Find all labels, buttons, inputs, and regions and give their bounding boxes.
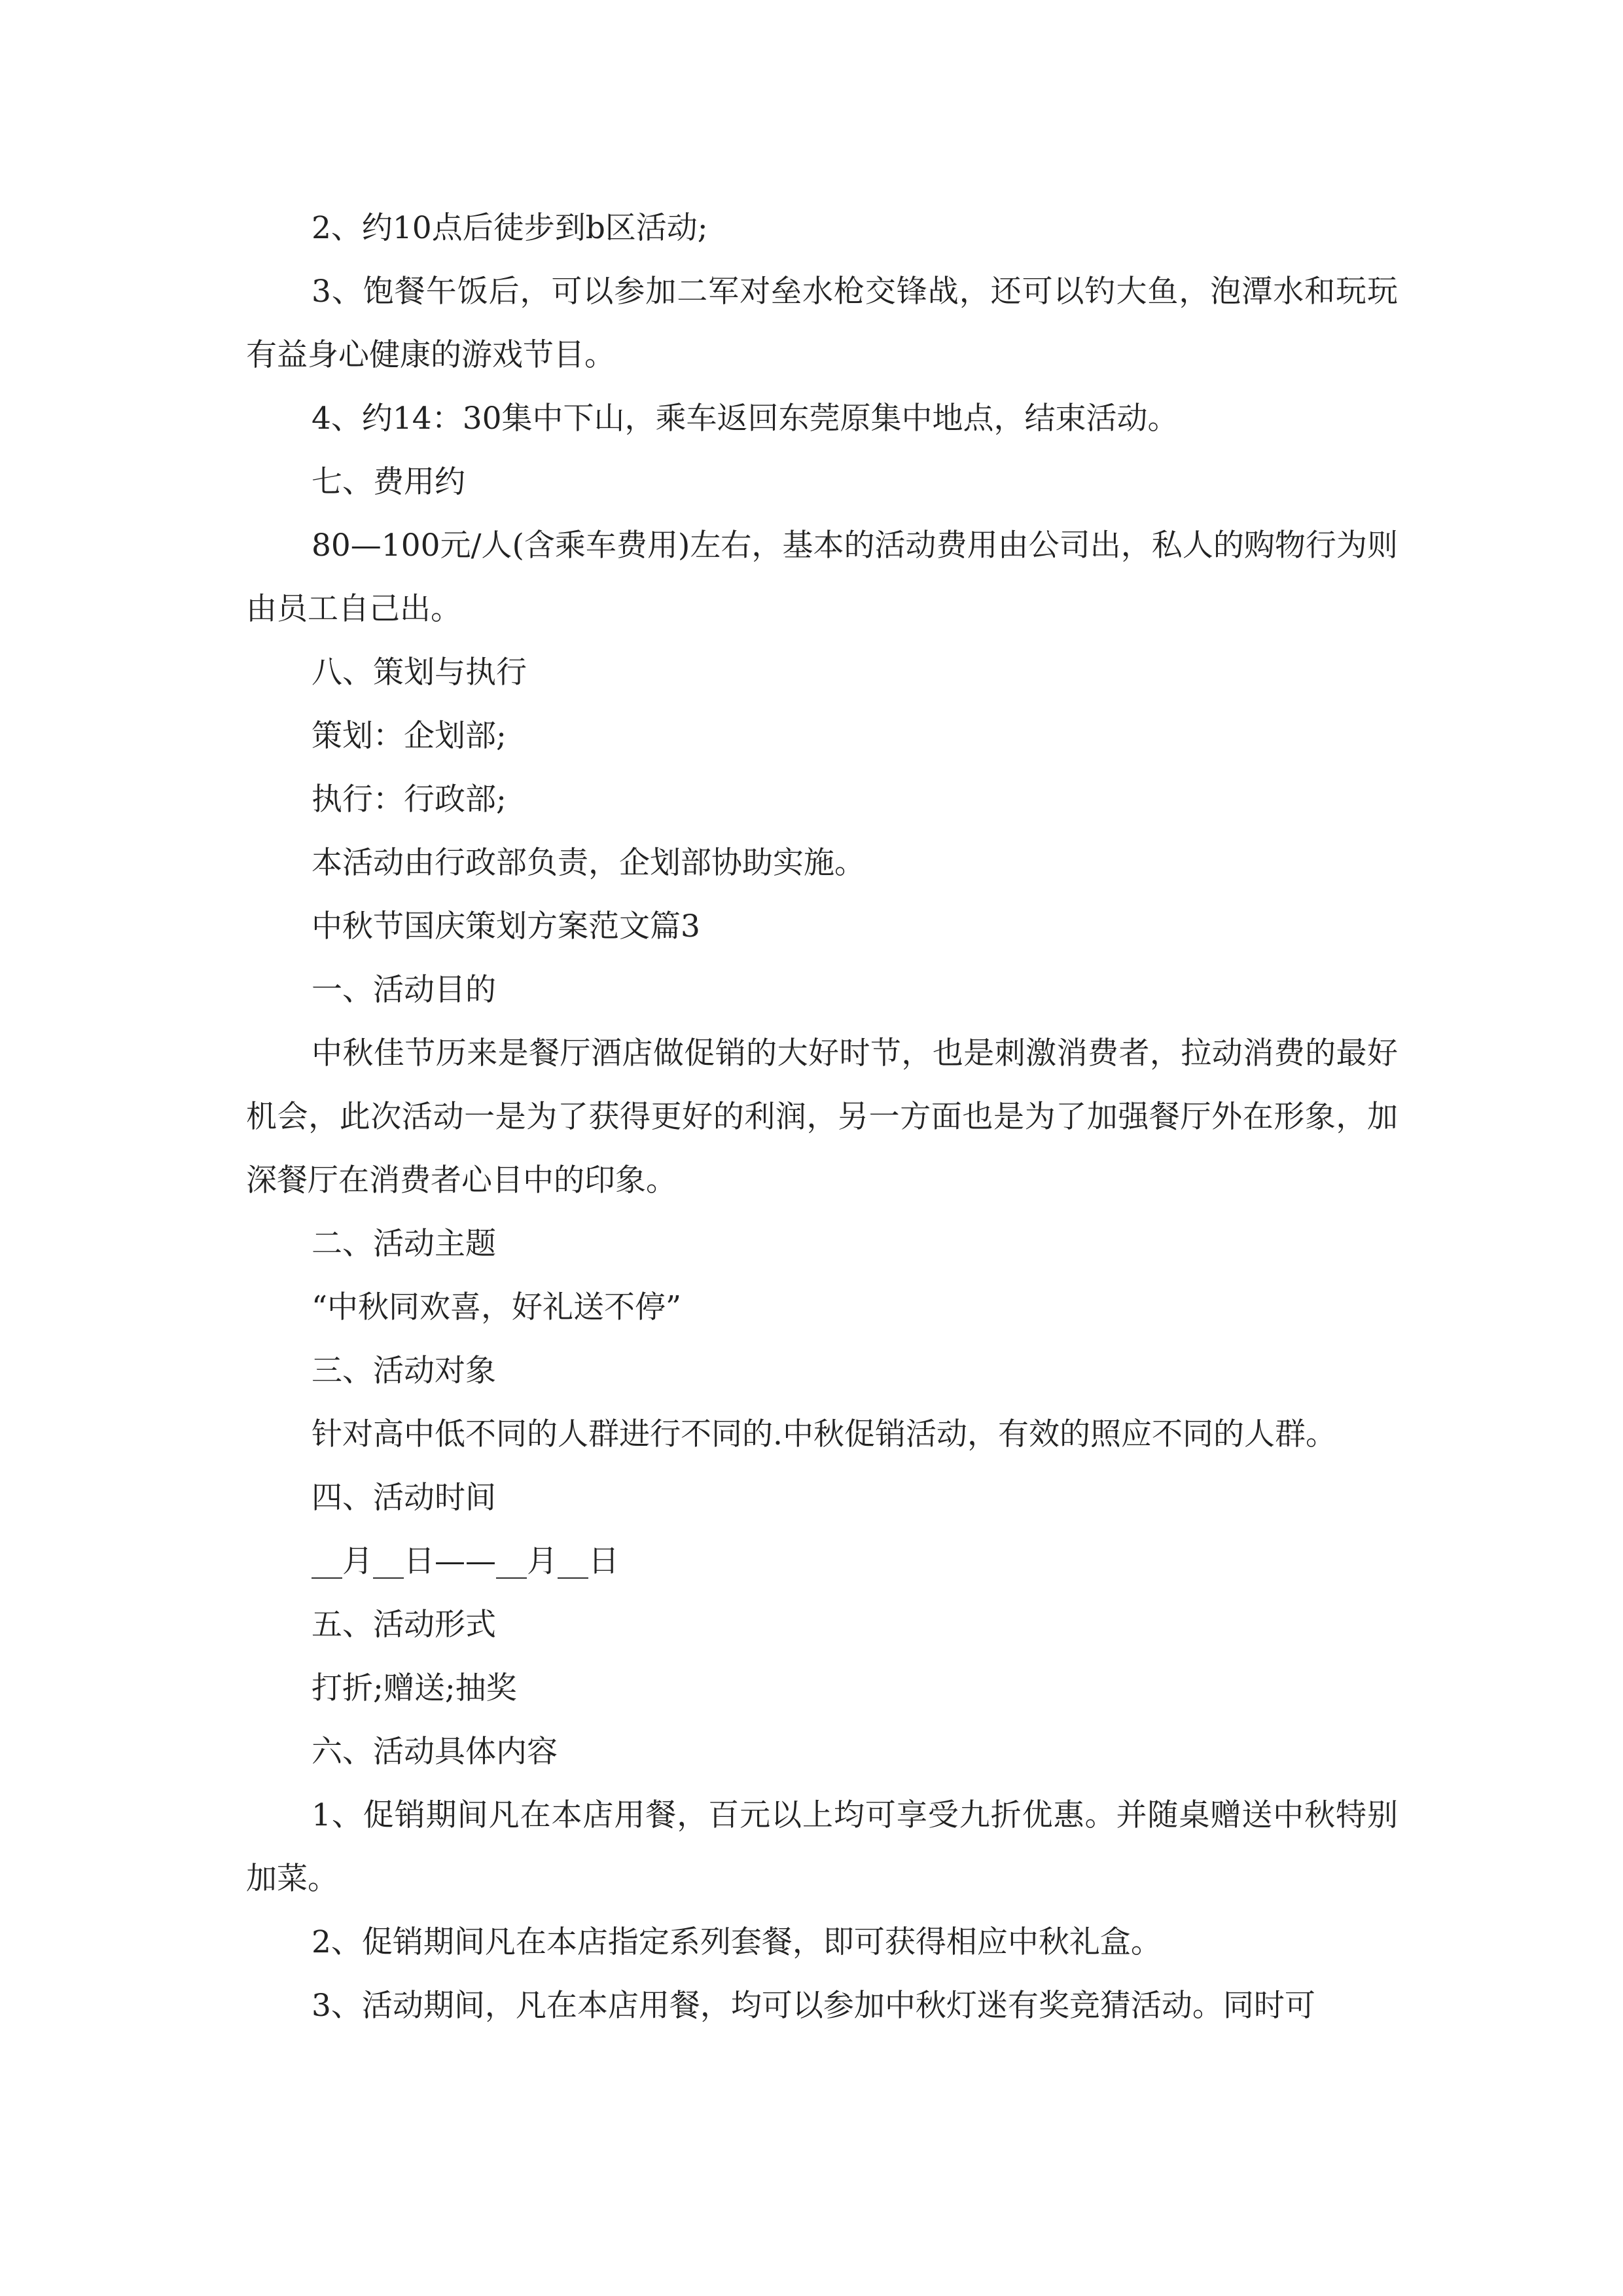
paragraph-detail-1: 1、促销期间凡在本店用餐，百元以上均可享受九折优惠。并随桌赠送中秋特别加菜。 xyxy=(246,1797,1398,1897)
paragraph-detail-2: 2、促销期间凡在本店指定系列套餐，即可获得相应中秋礼盒。 xyxy=(312,1924,1162,1960)
paragraph-3: 4、约14：30集中下山，乘车返回东莞原集中地点，结束活动。 xyxy=(312,401,1179,437)
section-heading-purpose: 一、活动目的 xyxy=(312,972,496,1008)
section-heading-audience: 三、活动对象 xyxy=(312,1353,496,1389)
section-heading-format: 五、活动形式 xyxy=(312,1607,496,1643)
document-body xyxy=(246,196,1398,2037)
paragraph-format: 打折;赠送;抽奖 xyxy=(312,1670,517,1706)
section-heading-theme: 二、活动主题 xyxy=(312,1226,496,1262)
paragraph-detail-3: 3、活动期间，凡在本店用餐，均可以参加中秋灯迷有奖竞猜活动。同时可 xyxy=(312,1988,1315,2024)
paragraph-audience: 针对高中低不同的人群进行不同的.中秋促销活动，有效的照应不同的人群。 xyxy=(312,1416,1336,1452)
paragraph-2: 3、饱餐午饭后，可以参加二军对垒水枪交锋战，还可以钓大鱼，泡潭水和玩玩有益身心健康的游戏节目。 xyxy=(246,274,1398,373)
paragraph-purpose: 中秋佳节历来是餐厅酒店做促销的大好时节，也是刺激消费者，拉动消费的最好机会，此次活动一是为了获得更好的利润，另一方面也是为了加强餐厅外在形象，加深餐厅在消费者心目中的印象。 xyxy=(246,1035,1398,1198)
section-heading-planning: 八、策划与执行 xyxy=(312,655,527,691)
section-heading-details: 六、活动具体内容 xyxy=(312,1734,558,1770)
paragraph-execution: 执行：行政部; xyxy=(312,781,507,817)
paragraph-fees: 80—100元/人(含乘车费用)左右，基本的活动费用由公司出，私人的购物行为则由员工自己出。 xyxy=(246,528,1398,627)
paragraph-responsibility: 本活动由行政部负责，企划部协助实施。 xyxy=(312,845,865,881)
article-title: 中秋节国庆策划方案范文篇3 xyxy=(312,908,700,944)
paragraph-theme: “中秋同欢喜，好礼送不停” xyxy=(312,1289,682,1325)
paragraph-time: __月__日——__月__日 xyxy=(312,1543,619,1579)
paragraph-planning: 策划：企划部; xyxy=(312,718,507,754)
section-heading-fees: 七、费用约 xyxy=(312,464,465,500)
paragraph-1: 2、约10点后徒步到b区活动; xyxy=(312,210,708,246)
section-heading-time: 四、活动时间 xyxy=(312,1480,496,1516)
